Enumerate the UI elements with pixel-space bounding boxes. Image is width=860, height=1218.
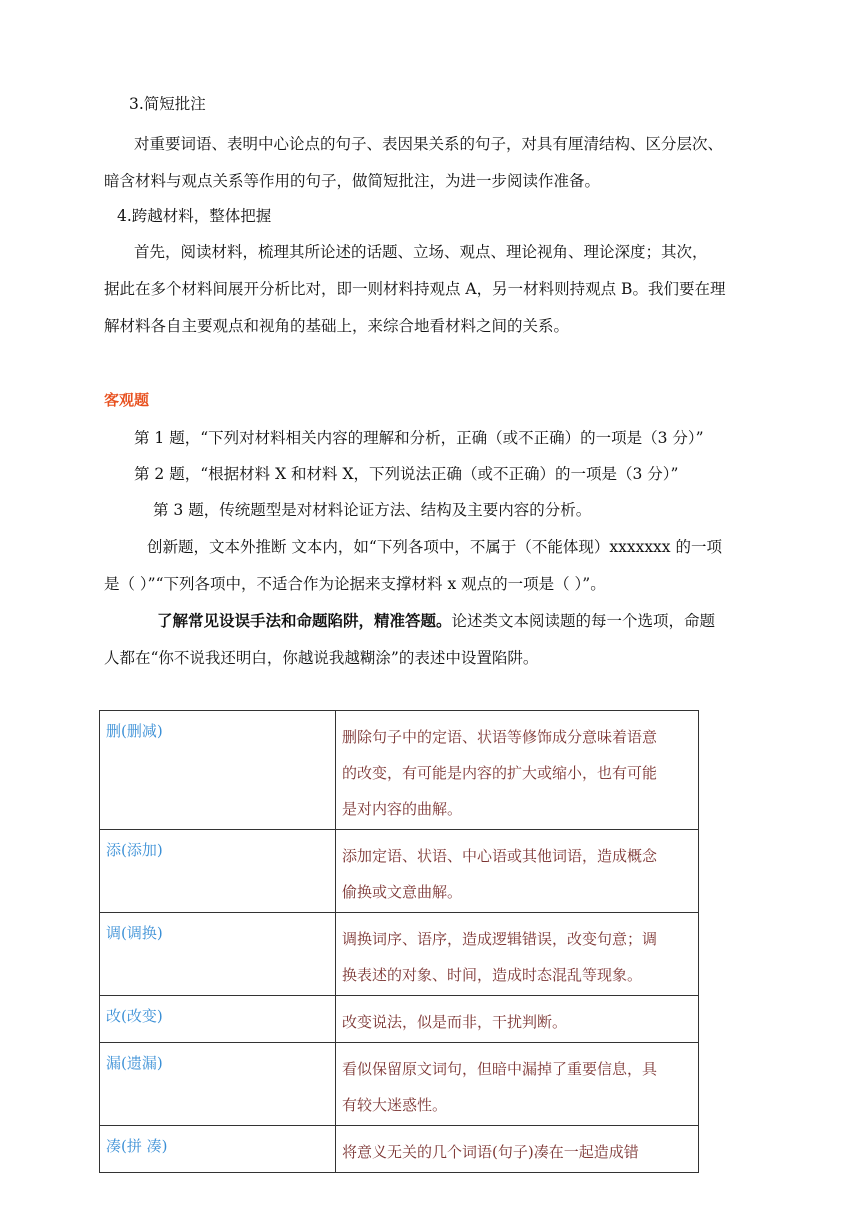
table-row: [100, 1126, 699, 1173]
term-cell: 改(改变): [100, 996, 336, 1043]
desc-cell: [336, 830, 699, 913]
table-row: [100, 830, 699, 913]
tip-line1: [157, 611, 715, 631]
question-1: 第 1 题，“下列对材料相关内容的理解和分析，正确（或不正确）的一项是（3 分）”: [134, 429, 704, 447]
item4-paragraph-line2: 据此在多个材料间展开分析比对，即一则材料持观点 A，另一材料则持观点 B。我们要在理: [104, 280, 726, 298]
tip-text: 论述类文本阅读题的每一个选项，命题: [451, 612, 716, 630]
table-row: [100, 913, 699, 996]
desc-line: 有较大迷惑性。: [342, 1096, 448, 1114]
desc-cell: [336, 996, 699, 1043]
desc-cell: [336, 913, 699, 996]
question-2: 第 2 题，“根据材料 X 和材料 X，下列说法正确（或不正确）的一项是（3 分）”: [134, 465, 679, 483]
desc-line: 是对内容的曲解。: [342, 800, 463, 818]
innovation-line1: 创新题，文本外推断 文本内，如“下列各项中，不属于（不能体现）xxxxxxx 的一项: [147, 538, 722, 556]
table-row: [100, 711, 699, 830]
term-cell: 漏(遗漏): [100, 1043, 336, 1126]
desc-cell: [336, 1043, 699, 1126]
tip-bold-text: 了解常见设误手法和命题陷阱，精准答题。: [157, 611, 452, 630]
table-row: [100, 996, 699, 1043]
item3-paragraph-line2: 暗含材料与观点关系等作用的句子，做简短批注，为进一步阅读作准备。: [104, 172, 601, 190]
term-cell: 删(删减): [100, 711, 336, 830]
item4-title: 4.跨越材料，整体把握: [117, 207, 272, 225]
question-3: 第 3 题，传统题型是对材料论证方法、结构及主要内容的分析。: [153, 501, 592, 519]
objective-heading: 客观题: [104, 391, 150, 409]
term-cell: 凑(拼 凑): [100, 1126, 336, 1173]
desc-line: 添加定语、状语、中心语或其他词语，造成概念: [342, 847, 658, 865]
desc-line: 看似保留原文词句，但暗中漏掉了重要信息，具: [342, 1060, 658, 1078]
innovation-line2: 是（ ）”“下列各项中，不适合作为论据来支撑材料 x 观点的一项是（ ）”。: [104, 575, 606, 593]
error-types-table: [99, 710, 699, 1173]
table-row: [100, 1043, 699, 1126]
desc-line: 的改变，有可能是内容的扩大或缩小，也有可能: [342, 764, 658, 782]
desc-line: 删除句子中的定语、状语等修饰成分意味着语意: [342, 728, 658, 746]
term-cell: 添(添加): [100, 830, 336, 913]
item3-title: 3.简短批注: [129, 95, 206, 113]
tip-line2: 人都在“你不说我还明白，你越说我越糊涂”的表述中设置陷阱。: [104, 649, 539, 667]
item3-paragraph-line1: 对重要词语、表明中心论点的句子、表因果关系的句子，对具有厘清结构、区分层次、: [134, 135, 724, 153]
desc-line: 改变说法，似是而非，干扰判断。: [342, 1013, 568, 1031]
desc-cell: [336, 711, 699, 830]
desc-cell: [336, 1126, 699, 1173]
desc-line: 将意义无关的几个词语(句子)凑在一起造成错: [342, 1143, 639, 1161]
desc-line: 偷换或文意曲解。: [342, 883, 463, 901]
desc-line: 调换词序、语序，造成逻辑错误，改变句意；调: [342, 930, 658, 948]
desc-line: 换表述的对象、时间，造成时态混乱等现象。: [342, 966, 643, 984]
item4-paragraph-line3: 解材料各自主要观点和视角的基础上，来综合地看材料之间的关系。: [104, 317, 570, 335]
item4-paragraph-line1: 首先，阅读材料，梳理其所论述的话题、立场、观点、理论视角、理论深度；其次，: [134, 243, 708, 261]
term-cell: 调(调换): [100, 913, 336, 996]
